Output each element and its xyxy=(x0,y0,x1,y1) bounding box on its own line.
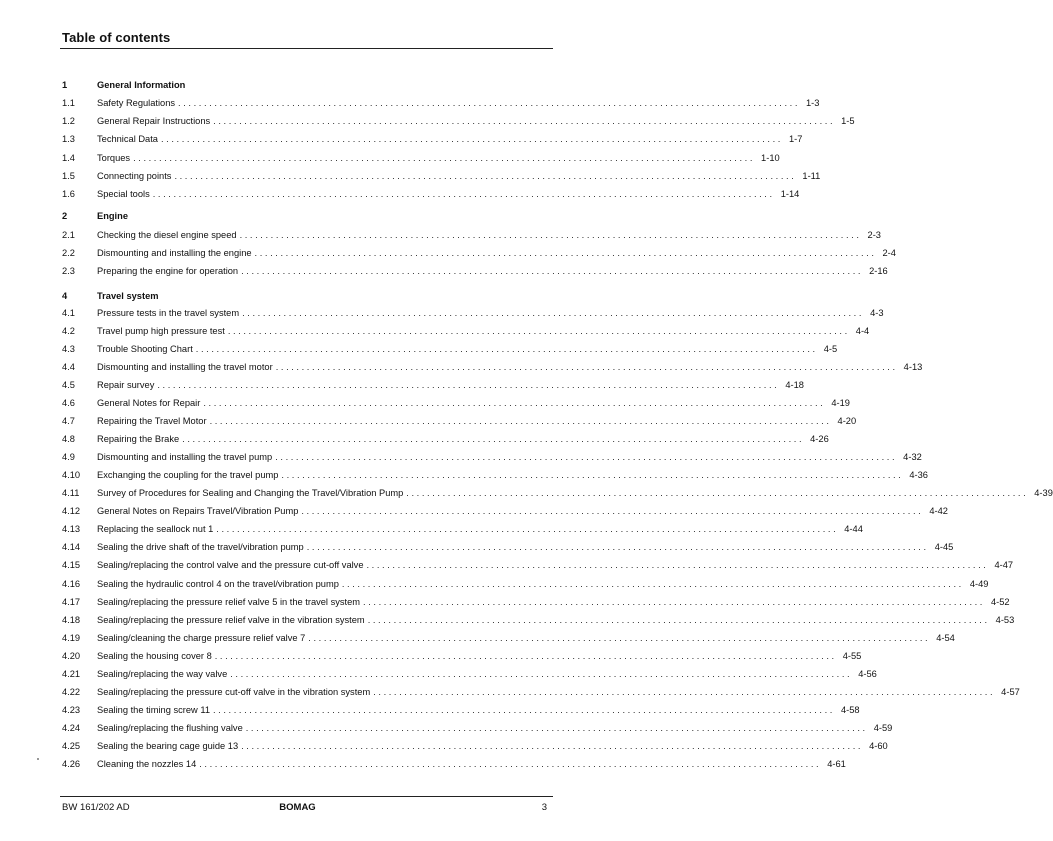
toc-number: 4.1 xyxy=(62,308,75,318)
toc-dot-leader: ........................................................................................................................ xyxy=(178,98,801,108)
toc-title: Pressure tests in the travel system xyxy=(97,308,240,318)
toc-entry[interactable] xyxy=(62,360,923,374)
toc-number: 1.4 xyxy=(62,153,75,163)
toc-page-number: 4-54 xyxy=(936,633,955,643)
toc-dot-leader: ........................................................................................................................ xyxy=(174,171,797,181)
toc-title: Safety Regulations xyxy=(97,98,176,108)
toc-entry[interactable] xyxy=(62,264,888,278)
toc-title: Engine xyxy=(97,211,128,221)
toc-title: Sealing the drive shaft of the travel/vibration pump xyxy=(97,542,304,552)
toc-title: Dismounting and installing the engine xyxy=(97,248,252,258)
toc-title: Cleaning the nozzles 14 xyxy=(97,759,197,769)
toc-dot-leader: ........................................................................................................................ xyxy=(242,308,865,318)
toc-dot-leader: ........................................................................................................................ xyxy=(301,506,924,516)
toc-entry[interactable] xyxy=(62,151,780,165)
toc-title: Sealing/replacing the pressure relief valve 5 in the travel system xyxy=(97,597,361,607)
toc-number: 4.9 xyxy=(62,452,75,462)
footer-rule xyxy=(60,796,553,797)
toc-title: Checking the diesel engine speed xyxy=(97,230,237,240)
toc-number: 4.17 xyxy=(62,597,81,607)
toc-dot-leader: ........................................................................................................................ xyxy=(195,344,818,354)
toc-page-number: 1-7 xyxy=(788,134,803,144)
toc-number: 4.12 xyxy=(62,506,81,516)
toc-dot-leader: ........................................................................................................................ xyxy=(341,579,964,589)
toc-page-number: 4-56 xyxy=(858,669,877,679)
toc-entry[interactable] xyxy=(62,667,877,681)
toc-number: 4.14 xyxy=(62,542,81,552)
toc-dot-leader: ........................................................................................................................ xyxy=(254,248,877,258)
toc-title: Sealing/cleaning the charge pressure relief valve 7 xyxy=(97,633,306,643)
toc-entry[interactable] xyxy=(62,757,846,771)
toc-number: 2.1 xyxy=(62,230,75,240)
toc-title: Sealing/replacing the control valve and the pressure cut-off valve xyxy=(97,560,364,570)
toc-entry[interactable] xyxy=(62,486,1053,500)
toc-page-number: 1-5 xyxy=(841,116,855,126)
toc-number: 4.21 xyxy=(62,669,81,679)
toc-number: 4.16 xyxy=(62,579,81,589)
toc-number: 4.8 xyxy=(62,434,75,444)
toc-number: 4.18 xyxy=(62,615,81,625)
toc-title: Sealing/replacing the way valve xyxy=(97,669,228,679)
toc-entry[interactable] xyxy=(62,132,803,146)
toc-entry[interactable] xyxy=(62,342,838,356)
toc-number: 1.3 xyxy=(62,134,75,144)
toc-number: 2 xyxy=(62,211,68,221)
toc-page-number: 4-5 xyxy=(823,344,838,354)
toc-page-number: 4-61 xyxy=(827,759,846,769)
toc-page-number: 4-45 xyxy=(934,542,954,552)
toc-title: General Notes for Repair xyxy=(97,398,201,408)
toc-title: Sealing the timing screw 11 xyxy=(97,705,210,715)
toc-entry[interactable] xyxy=(62,540,954,554)
toc-dot-leader: ........................................................................................................................ xyxy=(239,230,862,240)
toc-dot-leader: ........................................................................................................................ xyxy=(373,687,996,697)
toc-page-number: 4-49 xyxy=(969,579,989,589)
toc-entry[interactable] xyxy=(62,613,1015,627)
toc-title: Survey of Procedures for Sealing and Changing the Travel/Vibration Pump xyxy=(97,488,404,498)
toc-title: Exchanging the coupling for the travel pump xyxy=(97,470,279,480)
toc-title: Preparing the engine for operation xyxy=(97,266,239,276)
toc-number: 4.26 xyxy=(62,759,81,769)
toc-entry[interactable] xyxy=(62,378,804,392)
toc-page-number: 4-26 xyxy=(810,434,829,444)
toc-entry[interactable] xyxy=(62,468,928,482)
toc-title: Sealing/replacing the pressure relief valve in the vibration system xyxy=(97,615,365,625)
toc-page-number: 4-60 xyxy=(869,741,888,751)
toc-page-number: 4-47 xyxy=(994,560,1014,570)
toc-title: General Repair Instructions xyxy=(97,116,211,126)
toc-page-number: 4-4 xyxy=(855,326,870,336)
toc-entry[interactable] xyxy=(62,703,860,717)
toc-number: 4.11 xyxy=(62,488,80,498)
toc-entry[interactable] xyxy=(62,450,922,464)
toc-entry[interactable] xyxy=(62,739,888,753)
toc-entry[interactable] xyxy=(62,396,850,410)
toc-page-number: 4-18 xyxy=(785,380,804,390)
toc-entry[interactable] xyxy=(62,558,1014,572)
toc-entry[interactable] xyxy=(62,631,955,645)
toc-page-number: 4-42 xyxy=(929,506,948,516)
toc-dot-leader: ........................................................................................................................ xyxy=(227,326,850,336)
toc-dot-leader: ........................................................................................................................ xyxy=(214,651,837,661)
toc-section-heading[interactable] xyxy=(62,209,548,223)
toc-page-number: 2-16 xyxy=(869,266,888,276)
toc-entry[interactable] xyxy=(62,324,870,338)
toc-page-number: 4-32 xyxy=(903,452,922,462)
toc-title: Technical Data xyxy=(97,134,158,144)
toc-number: 4.24 xyxy=(62,723,81,733)
toc-dot-leader: ........................................................................................................................ xyxy=(133,153,756,163)
toc-dot-leader: ........................................................................................................................ xyxy=(367,615,990,625)
toc-number: 4 xyxy=(62,291,68,301)
toc-section-heading[interactable] xyxy=(62,289,548,303)
toc-page-number: 4-55 xyxy=(842,651,862,661)
footer-brand: BOMAG xyxy=(279,802,316,813)
toc-number: 1.2 xyxy=(62,116,75,126)
toc-entry[interactable] xyxy=(62,522,863,536)
toc-number: 4.20 xyxy=(62,651,81,661)
toc-number: 1.6 xyxy=(62,189,75,199)
toc-title: Sealing the hydraulic control 4 on the travel/vibration pump xyxy=(97,579,339,589)
toc-entry[interactable] xyxy=(62,96,820,110)
toc-entry[interactable] xyxy=(62,685,1020,699)
toc-dot-leader: ........................................................................................................................ xyxy=(308,633,931,643)
toc-dot-leader: ........................................................................................................................ xyxy=(230,669,853,679)
toc-dot-leader: ........................................................................................................................ xyxy=(306,542,929,552)
toc-dot-leader: ........................................................................................................................ xyxy=(241,741,864,751)
toc-title: Connecting points xyxy=(97,171,172,181)
toc-dot-leader: ........................................................................................................................ xyxy=(275,452,898,462)
toc-title: Sealing the bearing cage guide 13 xyxy=(97,741,239,751)
toc-number: 4.19 xyxy=(62,633,81,643)
toc-number: 4.15 xyxy=(62,560,81,570)
toc-number: 4.4 xyxy=(62,362,75,372)
toc-dot-leader: ........................................................................................................................ xyxy=(406,488,1029,498)
toc-dot-leader: ........................................................................................................................ xyxy=(152,189,775,199)
toc-page-number: 4-57 xyxy=(1001,687,1020,697)
toc-entry[interactable] xyxy=(62,432,829,446)
toc-page-number: 4-58 xyxy=(840,705,860,715)
toc-entry[interactable] xyxy=(62,577,989,591)
toc-dot-leader: ........................................................................................................................ xyxy=(203,398,826,408)
toc-entry[interactable] xyxy=(62,649,862,663)
toc-number: 4.7 xyxy=(62,416,75,426)
toc-dot-leader: ........................................................................................................................ xyxy=(216,524,839,534)
toc-dot-leader: ........................................................................................................................ xyxy=(245,723,868,733)
toc-title: Sealing the housing cover 8 xyxy=(97,651,212,661)
toc-entry[interactable] xyxy=(62,414,857,428)
toc-dot-leader: ........................................................................................................................ xyxy=(363,597,985,607)
toc-title: Sealing/replacing the flushing valve xyxy=(97,723,243,733)
toc-page-number: 2-3 xyxy=(867,230,881,240)
toc-page-number: 1-3 xyxy=(806,98,820,108)
toc-section-heading[interactable] xyxy=(62,78,548,92)
toc-number: 4.25 xyxy=(62,741,81,751)
toc-title: Repair survey xyxy=(97,380,155,390)
toc-page-number: 4-20 xyxy=(837,416,857,426)
toc-entry[interactable] xyxy=(62,228,881,242)
toc-number: 2.2 xyxy=(62,248,75,258)
toc-title: Sealing/replacing the pressure cut-off valve in the vibration system xyxy=(97,687,371,697)
toc-page-number: 4-52 xyxy=(991,597,1010,607)
toc-page-number: 1-11 xyxy=(802,171,821,181)
toc-number: 2.3 xyxy=(62,266,75,276)
toc-dot-leader: ........................................................................................................................ xyxy=(241,266,864,276)
toc-page-number: 4-53 xyxy=(995,615,1015,625)
toc-title: Torques xyxy=(97,153,131,163)
toc-number: 4.23 xyxy=(62,705,81,715)
toc-number: 4.3 xyxy=(62,344,75,354)
toc-dot-leader: ........................................................................................................................ xyxy=(182,434,805,444)
toc-number: 1.5 xyxy=(62,171,75,181)
footer-model: BW 161/202 AD xyxy=(62,802,130,813)
toc-number: 4.10 xyxy=(62,470,81,480)
toc-dot-leader: ........................................................................................................................ xyxy=(160,134,783,144)
toc-entry[interactable] xyxy=(62,169,821,183)
toc-title: Travel system xyxy=(97,291,159,301)
toc-dot-leader: ........................................................................................................................ xyxy=(209,416,832,426)
toc-title: General Notes on Repairs Travel/Vibration Pump xyxy=(97,506,299,516)
toc-title: Dismounting and installing the travel motor xyxy=(97,362,273,372)
toc-page-number: 4-59 xyxy=(873,723,893,733)
toc-title: Replacing the seallock nut 1 xyxy=(97,524,214,534)
toc-page-number: 4-44 xyxy=(844,524,863,534)
toc-page-number: 4-13 xyxy=(903,362,923,372)
toc-entry[interactable] xyxy=(62,246,896,260)
toc-entry[interactable] xyxy=(62,721,893,735)
toc-number: 1.1 xyxy=(62,98,75,108)
toc-entry[interactable] xyxy=(62,595,1010,609)
toc-page-number: 2-4 xyxy=(882,248,896,258)
toc-dot-leader: ........................................................................................................................ xyxy=(213,705,835,715)
toc-number: 4.22 xyxy=(62,687,81,697)
toc-page-number: 1-14 xyxy=(780,189,800,199)
toc-title: Dismounting and installing the travel pump xyxy=(97,452,273,462)
toc-entry[interactable] xyxy=(62,187,800,201)
toc-entry[interactable] xyxy=(62,306,884,320)
toc-title: Special tools xyxy=(97,189,150,199)
footer-page-number: 3 xyxy=(541,802,547,813)
toc-entry[interactable] xyxy=(62,114,855,128)
toc-dot-leader: ........................................................................................................................ xyxy=(213,116,836,126)
toc-title: Repairing the Travel Motor xyxy=(97,416,207,426)
toc-dot-leader: ........................................................................................................................ xyxy=(199,759,822,769)
toc-title: Trouble Shooting Chart xyxy=(97,344,193,354)
toc-title: General Information xyxy=(97,80,186,90)
toc-entry[interactable] xyxy=(62,504,948,518)
margin-mark xyxy=(37,758,39,760)
page-title: Table of contents xyxy=(62,30,171,45)
toc-dot-leader: ........................................................................................................................ xyxy=(281,470,904,480)
toc-dot-leader: ........................................................................................................................ xyxy=(157,380,780,390)
toc-title: Repairing the Brake xyxy=(97,434,180,444)
toc-page-number: 1-10 xyxy=(761,153,780,163)
toc-page-number: 4-3 xyxy=(870,308,884,318)
toc-number: 4.6 xyxy=(62,398,75,408)
toc-number: 1 xyxy=(62,80,68,90)
toc-title: Travel pump high pressure test xyxy=(97,326,225,336)
toc-dot-leader: ........................................................................................................................ xyxy=(275,362,898,372)
toc-page-number: 4-39 xyxy=(1034,488,1053,498)
toc-number: 4.13 xyxy=(62,524,81,534)
toc-page-number: 4-36 xyxy=(909,470,928,480)
toc-number: 4.2 xyxy=(62,326,75,336)
toc-page-number: 4-19 xyxy=(831,398,850,408)
toc-dot-leader: ........................................................................................................................ xyxy=(366,560,989,570)
toc-number: 4.5 xyxy=(62,380,75,390)
